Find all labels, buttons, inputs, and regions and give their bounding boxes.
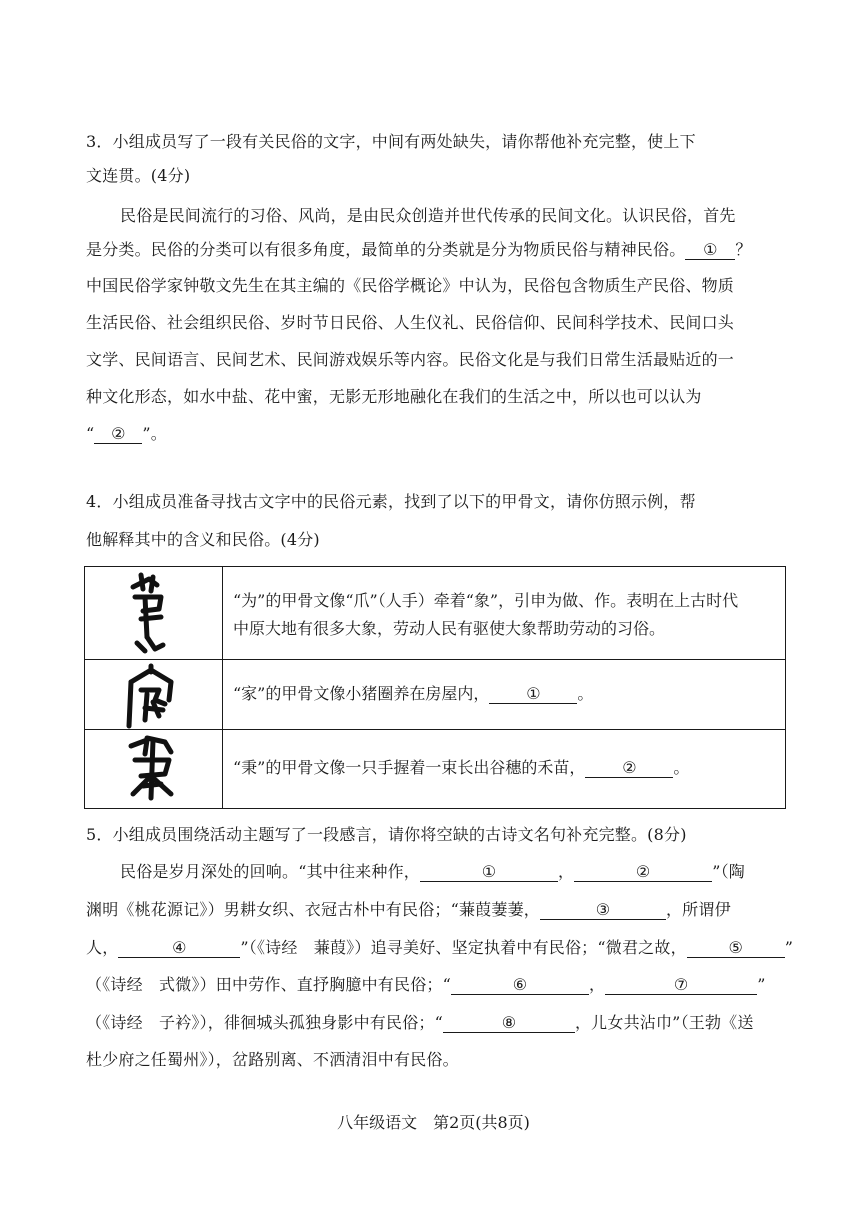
table-cell-text [233,680,777,708]
q3-paragraph-line-4: 生活民俗、社会组织民俗、岁时节日民俗、人生仪礼、民俗信仰、民间科学技术、民间口头 [86,313,735,332]
q5-text: ， [588,975,606,994]
jia-explanation-end: 。 [577,684,594,703]
oracle-bone-jia-icon [85,660,223,729]
q3-paragraph-text: 是分类。民俗的分类可以有很多角度，最简单的分类就是分为物质民俗与精神民俗。 [86,240,686,259]
page-footer: 八年级语文 第2页(共8页) [337,1113,530,1132]
q5-line-2 [86,900,786,920]
oracle-bone-table [84,566,786,809]
q5-line-4 [86,975,786,995]
q5-line-5 [86,1013,786,1033]
q4-title-line-2: 他解释其中的含义和民俗。(4分) [86,530,320,549]
q3-paragraph-line-5: 文学、民间语言、民间艺术、民间游戏娱乐等内容。民俗文化是与我们日常生活最贴近的一 [86,350,735,369]
q5-title: 5．小组成员围绕活动主题写了一段感言，请你将空缺的古诗文名句补充完整。(8分) [86,825,687,844]
q5-text: 人， [86,938,119,957]
q3-quote-close: ”。 [142,424,167,443]
q5-blank-3[interactable]: ③ [540,901,666,920]
q5-text: ” [784,938,794,957]
oracle-bone-bing-icon [85,730,223,808]
q5-line-3 [86,938,794,958]
q4-title-line-1: 4．小组成员准备寻找古文字中的民俗元素，找到了以下的甲骨文，请你仿照示例，帮 [86,492,696,511]
q5-text: ”（《诗经 蒹葭》）追寻美好、坚定执着中有民俗；“微君之故， [240,938,687,957]
q3-paragraph-text: ？ [735,240,752,259]
q5-blank-1[interactable]: ① [420,863,558,882]
table-cell-text [233,754,777,782]
q5-blank-5[interactable]: ⑤ [687,939,785,958]
q5-blank-2[interactable]: ② [574,863,712,882]
q5-blank-7[interactable]: ⑦ [605,976,757,995]
oracle-bone-wei-icon [85,567,223,659]
q5-text: ”（陶 [712,862,745,881]
q4-blank-1[interactable]: ① [489,685,577,704]
q3-paragraph-line-1: 民俗是民间流行的习俗、风尚，是由民众创造并世代传承的民间文化。认识民俗，首先 [120,206,736,225]
q3-paragraph-line-7 [86,424,786,444]
q5-blank-4[interactable]: ④ [118,939,240,958]
q3-title-line-1: 3．小组成员写了一段有关民俗的文字，中间有两处缺失，请你帮他补充完整，使上下 [86,132,696,151]
q5-text: ” [757,975,766,994]
q5-blank-8[interactable]: ⑧ [443,1014,575,1033]
q3-paragraph-line-6: 种文化形态，如水中盐、花中蜜，无影无形地融化在我们的生活之中，所以也可以认为 [86,387,702,406]
wei-explanation-line-1: “为”的甲骨文像“爪”（人手）牵着“象”，引申为做、作。表明在上古时代 [233,591,739,610]
q5-text: （《诗经 式微》）田中劳作、直抒胸臆中有民俗；“ [86,975,451,994]
table-row [85,660,785,730]
q3-title-line-2: 文连贯。(4分) [86,166,191,185]
q5-line-1 [120,862,786,882]
bing-explanation-end: 。 [673,758,690,777]
q5-text: ， [557,862,575,881]
q5-blank-6[interactable]: ⑥ [451,976,589,995]
q5-text: 民俗是岁月深处的回响。“其中往来种作， [120,862,420,881]
q5-text: ，儿女共沾巾”（王勃《送 [574,1013,754,1032]
q5-text: ，所谓伊 [665,900,731,919]
jia-explanation-text: “家”的甲骨文像小猪圈养在房屋内， [233,684,490,703]
q3-quote-open: “ [86,424,95,443]
wei-explanation-line-2: 中原大地有很多大象，劳动人民有驱使大象帮助劳动的习俗。 [233,619,666,638]
q3-blank-2[interactable]: ② [94,425,142,444]
table-row [85,730,785,808]
bing-explanation-text: “秉”的甲骨文像一只手握着一束长出谷穗的禾苗， [233,758,586,777]
q3-paragraph-line-2 [86,240,786,260]
q3-paragraph-line-3: 中国民俗学家钟敬文先生在其主编的《民俗学概论》中认为，民俗包含物质生产民俗、物质 [86,276,735,295]
q4-blank-2[interactable]: ② [585,759,673,778]
q3-blank-1[interactable]: ① [685,241,735,260]
q5-text: 渊明《桃花源记》）男耕女织、衣冠古朴中有民俗；“蒹葭萋萋， [86,900,540,919]
q5-text: （《诗经 子衿》），徘徊城头孤独身影中有民俗；“ [86,1013,443,1032]
table-cell-text [233,587,777,643]
table-row [85,567,785,660]
q5-line-6: 杜少府之任蜀州》），岔路别离、不洒清泪中有民俗。 [86,1050,459,1069]
